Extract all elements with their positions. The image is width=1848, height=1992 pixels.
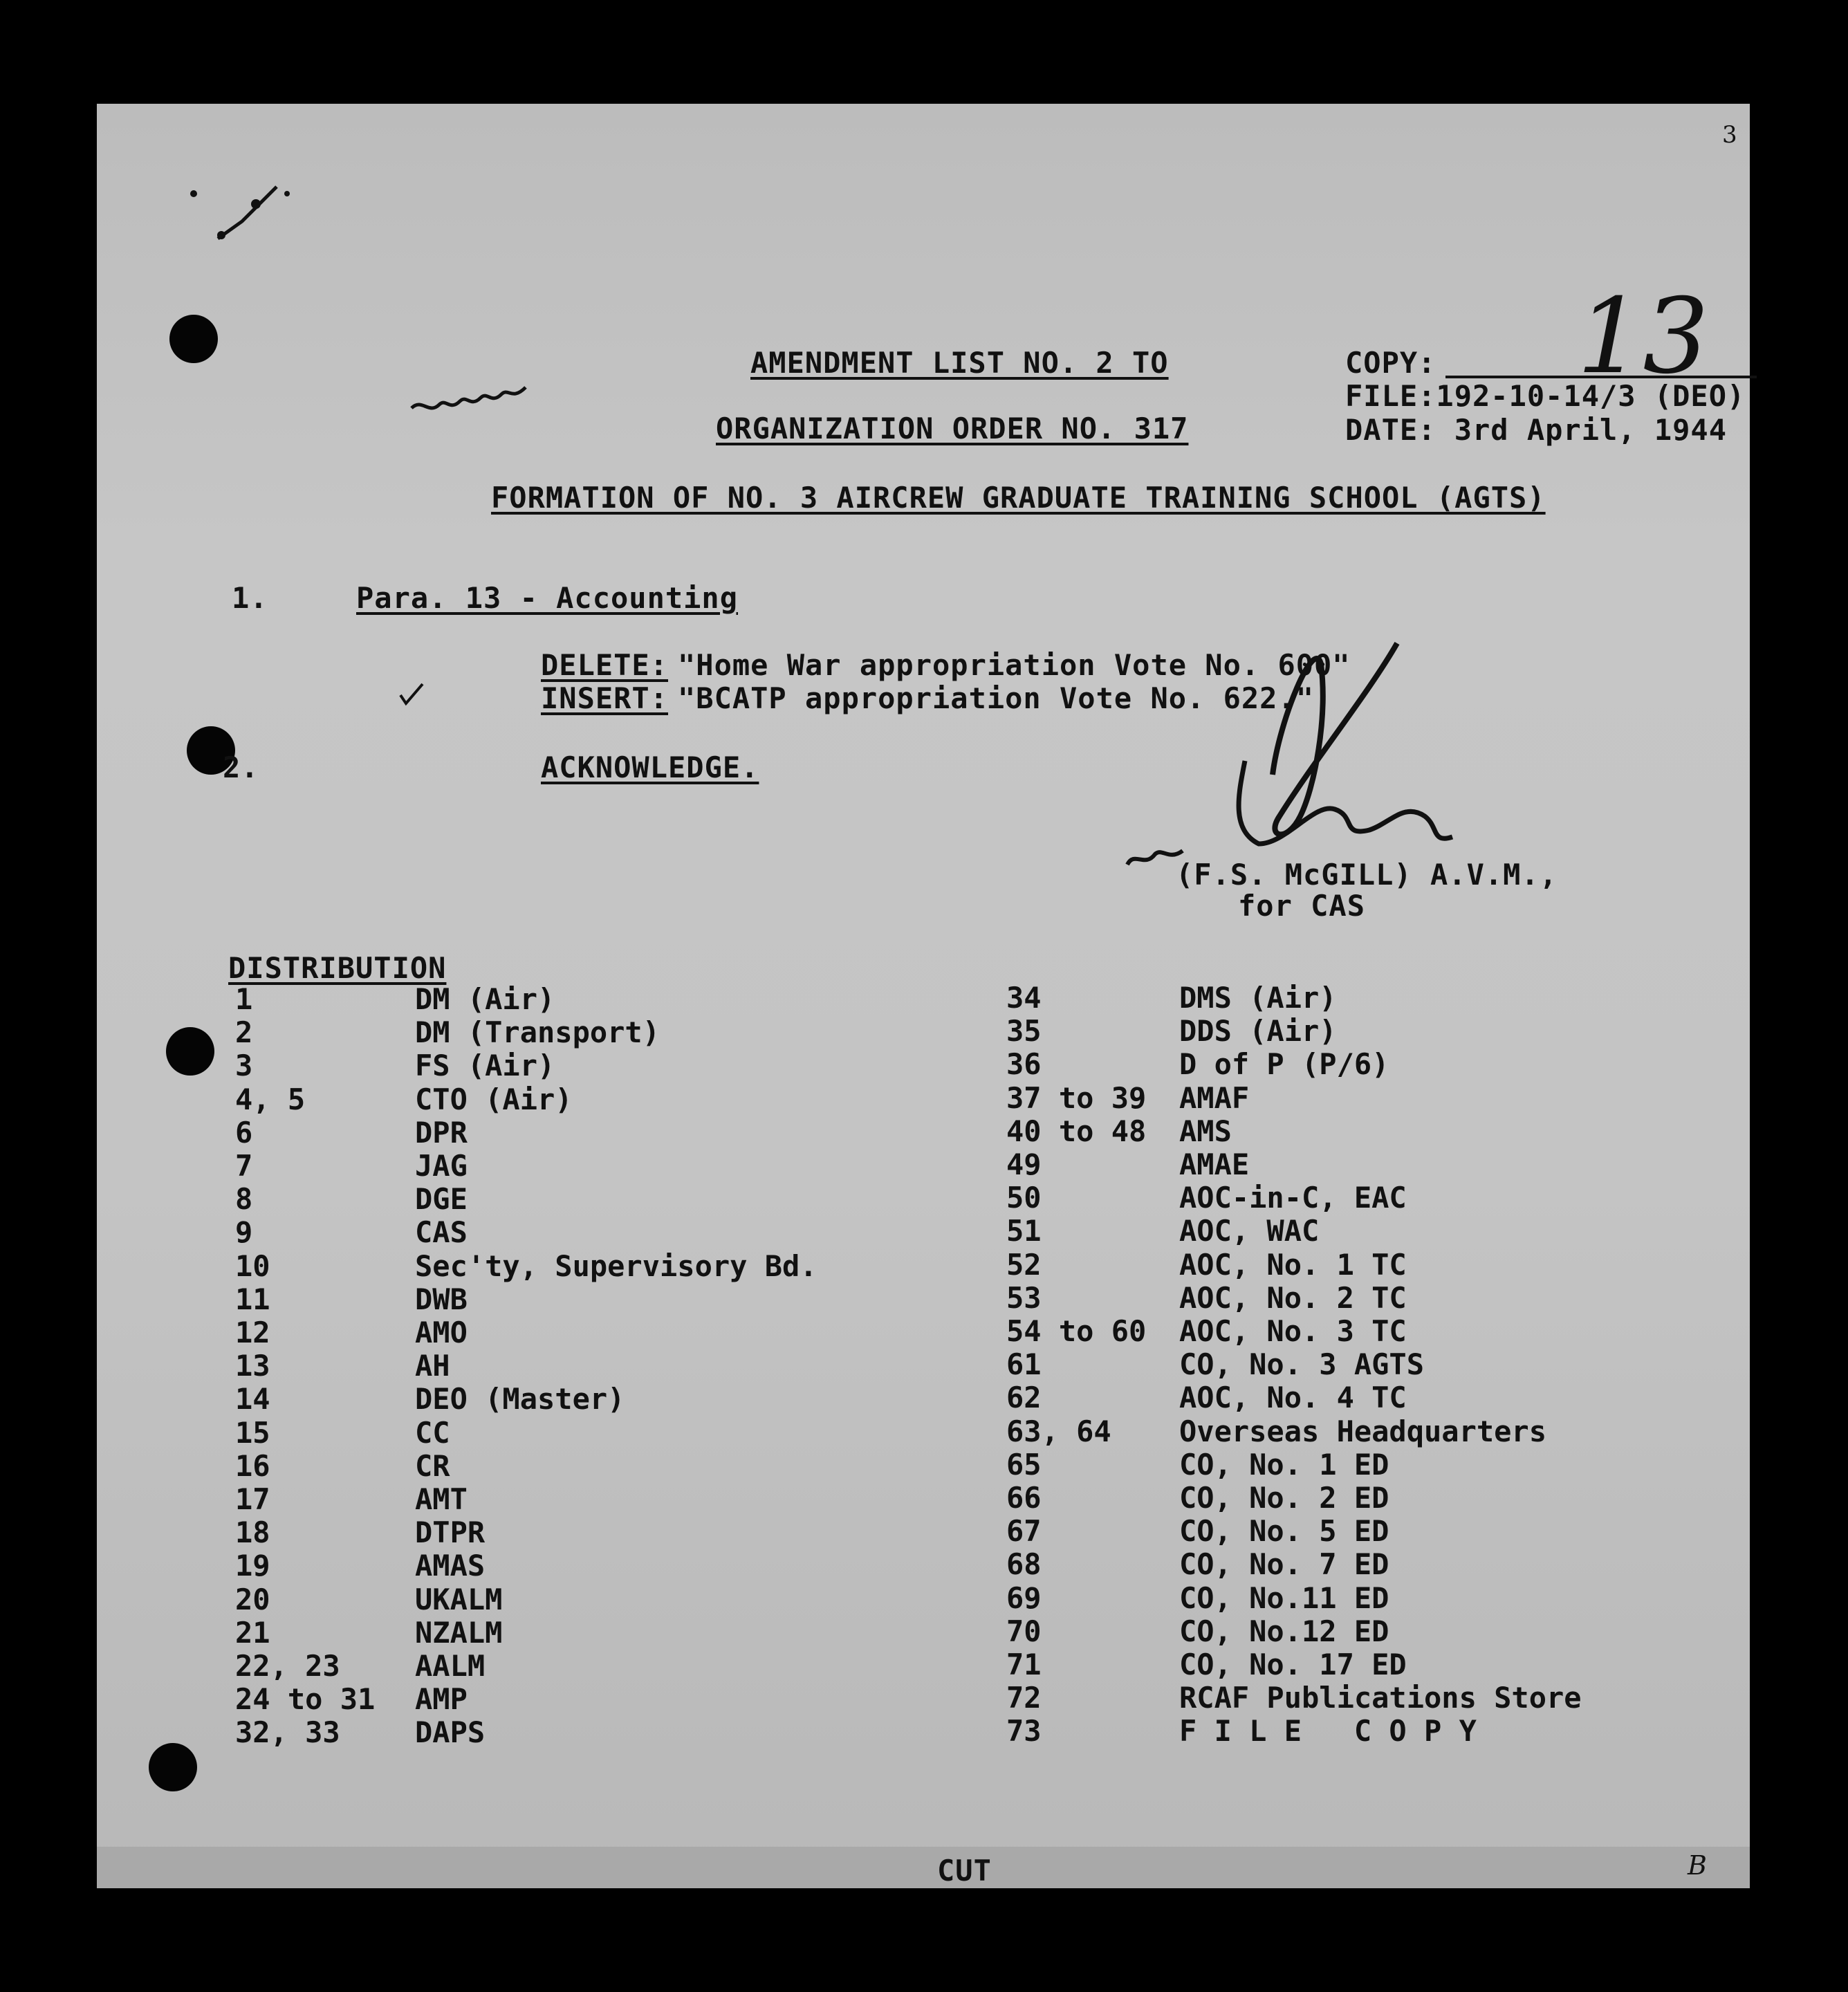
distribution-number: 21	[235, 1615, 270, 1650]
distribution-number: 16	[235, 1448, 270, 1483]
distribution-recipient: AMAE	[1179, 1147, 1250, 1181]
distribution-recipient: UKALM	[415, 1582, 503, 1616]
distribution-number: 34	[1006, 981, 1042, 1015]
handwritten-signature	[1107, 636, 1522, 885]
distribution-recipient: CR	[415, 1448, 450, 1483]
delete-label: DELETE:	[541, 648, 669, 682]
distribution-number: 8	[235, 1182, 253, 1217]
distribution-number: 11	[235, 1282, 270, 1316]
distribution-recipient: CO, No.11 ED	[1179, 1580, 1389, 1615]
copy-label: COPY:	[1345, 346, 1436, 380]
distribution-number: 71	[1006, 1648, 1042, 1681]
distribution-number: 32, 33	[235, 1715, 340, 1750]
distribution-recipient: AMT	[415, 1482, 468, 1516]
para2-text: ACKNOWLEDGE.	[541, 750, 759, 784]
distribution-recipient: AOC, No. 4 TC	[1179, 1381, 1407, 1415]
distribution-number: 63, 64	[1006, 1414, 1111, 1448]
distribution-number: 35	[1006, 1014, 1042, 1049]
delete-text: "Home War appropriation Vote No. 600"	[678, 648, 1351, 682]
distribution-number: 67	[1006, 1514, 1042, 1549]
distribution-number: 3	[235, 1049, 253, 1083]
distribution-recipient: AMP	[415, 1682, 468, 1717]
distribution-number: 52	[1006, 1247, 1042, 1282]
distribution-recipient: CTO (Air)	[415, 1082, 573, 1116]
insert-label: INSERT:	[541, 681, 669, 715]
distribution-recipient: CO, No. 2 ED	[1179, 1481, 1389, 1515]
distribution-number: 4, 5	[235, 1082, 306, 1116]
document-title-line2: ORGANIZATION ORDER NO. 317	[716, 412, 1189, 445]
distribution-recipient: CO, No. 17 ED	[1179, 1648, 1407, 1681]
distribution-recipient: CO, No.12 ED	[1179, 1614, 1389, 1648]
distribution-recipient: AMAF	[1179, 1080, 1250, 1115]
distribution-number: 36	[1006, 1047, 1042, 1082]
distribution-recipient: DPR	[415, 1115, 468, 1150]
corner-mark-bottom: B	[1688, 1850, 1707, 1881]
distribution-number: 54 to 60	[1006, 1314, 1147, 1348]
distribution-recipient: CC	[415, 1415, 450, 1450]
distribution-recipient: AOC, No. 3 TC	[1179, 1314, 1407, 1348]
distribution-number: 10	[235, 1248, 270, 1283]
distribution-recipient: DAPS	[415, 1715, 486, 1750]
cut-label: CUT	[937, 1854, 992, 1888]
distribution-recipient: CO, No. 5 ED	[1179, 1514, 1389, 1549]
distribution-number: 72	[1006, 1681, 1042, 1715]
distribution-recipient: RCAF Publications Store	[1179, 1681, 1582, 1715]
distribution-number: 20	[235, 1582, 270, 1616]
film-strip	[97, 1847, 1750, 1888]
distribution-number: 13	[235, 1349, 270, 1383]
distribution-recipient: AOC, WAC	[1179, 1214, 1320, 1248]
distribution-number: 22, 23	[235, 1649, 340, 1683]
distribution-number: 1	[235, 982, 253, 1016]
document-date: DATE: 3rd April, 1944	[1345, 413, 1728, 447]
distribution-number: 2	[235, 1015, 253, 1050]
distribution-number: 37 to 39	[1006, 1080, 1147, 1115]
punch-hole	[166, 1027, 214, 1076]
distribution-recipient: DM (Transport)	[415, 1015, 660, 1050]
distribution-recipient: DWB	[415, 1282, 468, 1316]
distribution-heading: DISTRIBUTION	[228, 951, 447, 985]
distribution-number: 53	[1006, 1280, 1042, 1315]
distribution-recipient: CAS	[415, 1215, 468, 1250]
distribution-number: 14	[235, 1382, 270, 1417]
distribution-recipient: AMS	[1179, 1114, 1232, 1148]
signatory-for: for CAS	[1238, 889, 1366, 923]
distribution-number: 19	[235, 1549, 270, 1583]
distribution-recipient: AOC-in-C, EAC	[1179, 1181, 1407, 1215]
corner-mark-top: 3	[1722, 121, 1737, 149]
distribution-number: 6	[235, 1115, 253, 1150]
distribution-number: 68	[1006, 1547, 1042, 1582]
file-reference: FILE:192-10-14/3 (DEO)	[1345, 379, 1746, 413]
distribution-number: 50	[1006, 1181, 1042, 1215]
distribution-recipient: CO, No. 3 AGTS	[1179, 1347, 1425, 1382]
distribution-number: 40 to 48	[1006, 1114, 1147, 1148]
distribution-number: 9	[235, 1215, 253, 1250]
distribution-number: 61	[1006, 1347, 1042, 1382]
copy-number: 13	[1577, 277, 1709, 397]
document-subject: FORMATION OF NO. 3 AIRCREW GRADUATE TRAINING SCHOOL (AGTS)	[491, 481, 1546, 515]
document-title-line1: AMENDMENT LIST NO. 2 TO	[750, 346, 1169, 380]
distribution-recipient: Overseas Headquarters	[1179, 1414, 1547, 1448]
distribution-number: 51	[1006, 1214, 1042, 1248]
distribution-recipient: CO, No. 1 ED	[1179, 1447, 1389, 1482]
distribution-recipient: F I L E C O P Y	[1179, 1714, 1477, 1749]
distribution-recipient: AMAS	[415, 1549, 486, 1583]
check-mark	[398, 681, 425, 709]
signatory-name: (F.S. McGILL) A.V.M.,	[1176, 858, 1558, 892]
punch-hole	[149, 1743, 197, 1791]
distribution-recipient: Sec'ty, Supervisory Bd.	[415, 1248, 817, 1283]
distribution-number: 7	[235, 1149, 253, 1183]
distribution-recipient: AALM	[415, 1649, 486, 1683]
distribution-number: 69	[1006, 1580, 1042, 1615]
distribution-recipient: DGE	[415, 1182, 468, 1217]
distribution-number: 18	[235, 1515, 270, 1550]
distribution-recipient: AMO	[415, 1316, 468, 1349]
distribution-number: 70	[1006, 1614, 1042, 1648]
insert-text: "BCATP appropriation Vote No. 622."	[678, 681, 1315, 715]
distribution-number: 49	[1006, 1147, 1042, 1181]
distribution-number: 73	[1006, 1714, 1042, 1749]
distribution-number: 24 to 31	[235, 1682, 376, 1717]
distribution-number: 15	[235, 1415, 270, 1450]
distribution-recipient: DDS (Air)	[1179, 1014, 1337, 1049]
distribution-recipient: NZALM	[415, 1615, 503, 1650]
distribution-number: 62	[1006, 1381, 1042, 1415]
distribution-recipient: CO, No. 7 ED	[1179, 1547, 1389, 1582]
distribution-recipient: DEO (Master)	[415, 1382, 625, 1417]
distribution-recipient: AOC, No. 1 TC	[1179, 1247, 1407, 1282]
punch-hole	[169, 315, 218, 363]
handwritten-initials	[408, 374, 546, 429]
distribution-recipient: DM (Air)	[415, 982, 555, 1016]
distribution-recipient: AOC, No. 2 TC	[1179, 1280, 1407, 1315]
distribution-recipient: DMS (Air)	[1179, 981, 1337, 1015]
distribution-recipient: D of P (P/6)	[1179, 1047, 1389, 1082]
distribution-number: 12	[235, 1316, 270, 1349]
para1-number: 1.	[232, 581, 268, 615]
para2-number: 2.	[223, 750, 259, 784]
distribution-recipient: FS (Air)	[415, 1049, 555, 1083]
ink-specks	[180, 173, 332, 256]
distribution-number: 65	[1006, 1447, 1042, 1482]
distribution-recipient: AH	[415, 1349, 450, 1383]
distribution-number: 17	[235, 1482, 270, 1516]
distribution-recipient: DTPR	[415, 1515, 486, 1550]
para1-heading: Para. 13 - Accounting	[356, 581, 739, 615]
distribution-number: 66	[1006, 1481, 1042, 1515]
distribution-recipient: JAG	[415, 1149, 468, 1183]
